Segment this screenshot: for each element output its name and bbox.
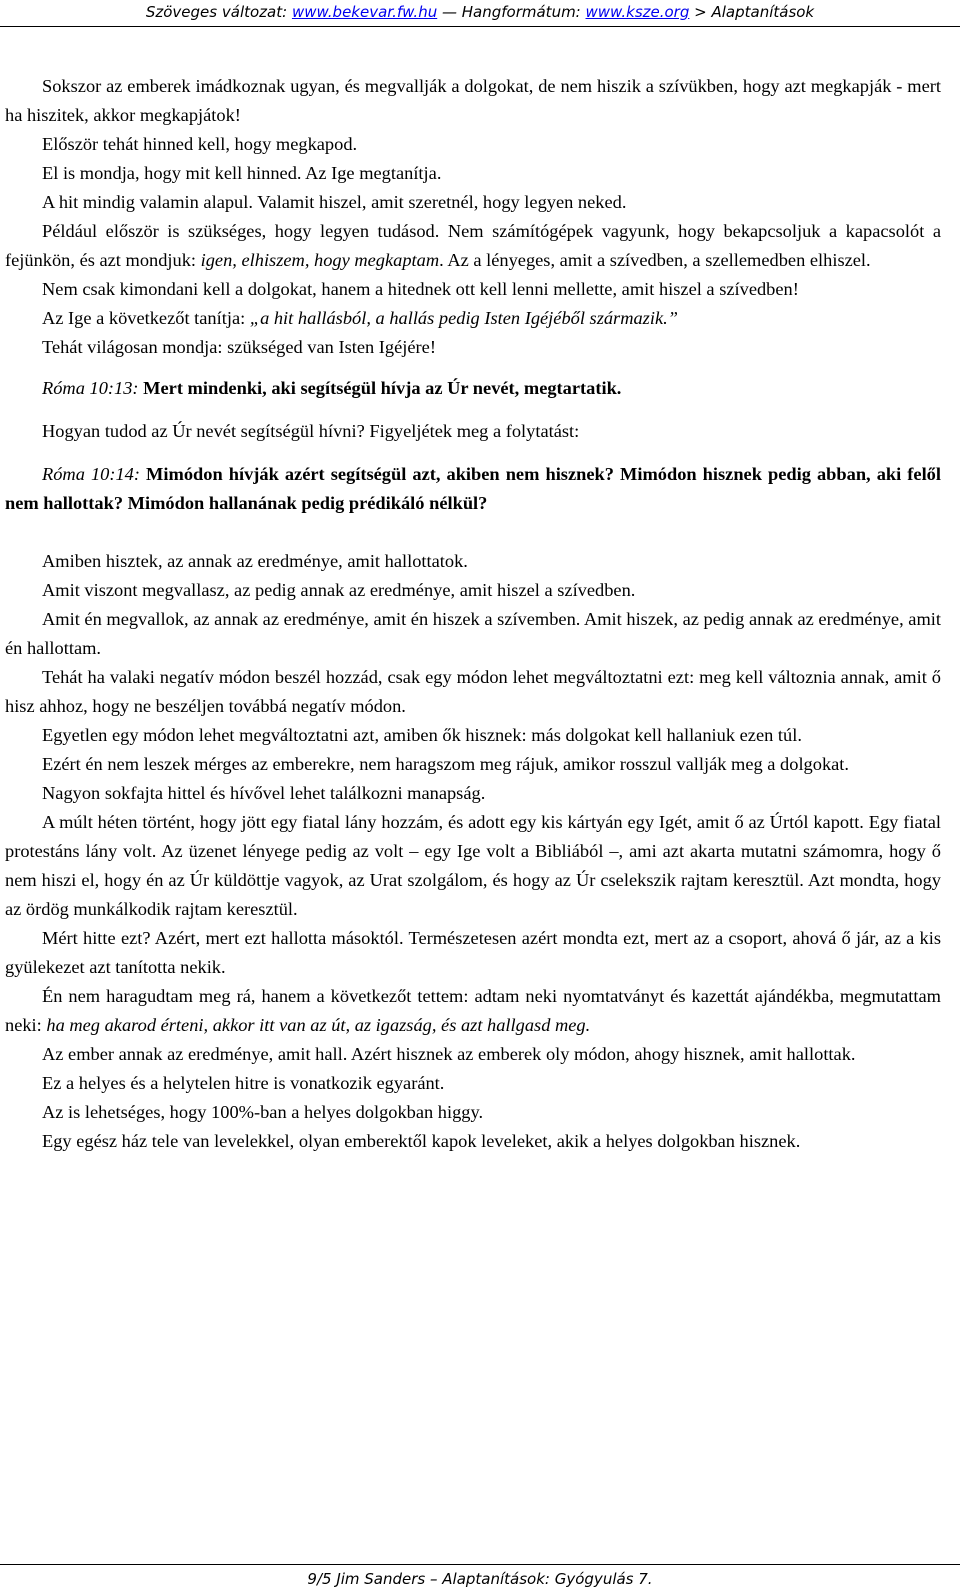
- italic-text: ha meg akarod érteni, akkor itt van az út, az igazság, és azt hallgasd meg.: [46, 1015, 591, 1035]
- header-prefix: Szöveges változat:: [145, 3, 292, 21]
- text: . Az a lényeges, amit a szívedben, a szellemedben elhiszel.: [439, 250, 871, 270]
- paragraph: Az ember annak az eredménye, amit hall. Azért hisznek az emberek oly módon, ahogy hisznek, amit hallottak.: [42, 1044, 856, 1064]
- paragraph: El is mondja, hogy mit kell hinned. Az Ige megtanítja.: [42, 163, 442, 183]
- paragraph: Amit én megvallok, az annak az eredménye, amit én hiszek a szívemben. Amit hiszek, az pedig annak az eredménye, amit én hallottam.: [5, 609, 941, 658]
- paragraph: Tehát ha valaki negatív módon beszél hozzád, csak egy módon lehet megváltoztatni ezt: meg kell változnia annak, amit ő hisz ahhoz, hogy ne beszéljen továbbá negatív módon.: [5, 667, 941, 716]
- paragraph: Sokszor az emberek imádkoznak ugyan, és megvallják a dolgokat, de nem hiszik a szívükben, hogy azt megkapják - mert ha hiszitek, akkor megkapjátok!: [5, 76, 941, 125]
- paragraph: Nem csak kimondani kell a dolgokat, hanem a hitednek ott kell lenni mellette, amit hiszel a szívedben!: [42, 279, 799, 299]
- paragraph: Egy egész ház tele van levelekkel, olyan emberektől kapok leveleket, akik a helyes dolgokban hisznek.: [42, 1131, 801, 1151]
- verse-text: Mimódon hívják azért segítségül azt, akiben nem hisznek? Mimódon hisznek pedig abban, aki felől nem hallottak? Mimódon hallanának pedig prédikáló nélkül?: [5, 464, 941, 513]
- paragraph: Nagyon sokfajta hittel és hívővel lehet találkozni manapság.: [42, 783, 486, 803]
- verse-text: Mert mindenki, aki segítségül hívja az Úr nevét, megtartatik.: [138, 378, 622, 398]
- bible-verse: [5, 460, 941, 518]
- paragraph: Az is lehetséges, hogy 100%-ban a helyes dolgokban higgy.: [42, 1102, 484, 1122]
- text: Én nem haragudtam meg rá, hanem a következőt tettem: adtam neki nyomtatványt és kazettát ajándékba, megmutattam neki:: [5, 986, 941, 1035]
- header-suffix: > Alaptanítások: [689, 3, 815, 21]
- page-footer: 9/5 Jim Sanders – Alaptanítások: Gyógyulás 7.: [0, 1564, 960, 1594]
- italic-text: igen, elhiszem, hogy megkaptam: [200, 250, 440, 270]
- italic-quote: „a hit hallásból, a hallás pedig Isten Igéjéből származik.”: [249, 308, 678, 328]
- paragraph: Amit viszont megvallasz, az pedig annak az eredménye, amit hiszel a szívedben.: [42, 580, 636, 600]
- bekevar-link[interactable]: www.bekevar.fw.hu: [291, 3, 438, 21]
- paragraph: Hogyan tudod az Úr nevét segítségül hívni? Figyeljétek meg a folytatást:: [42, 421, 580, 441]
- paragraph: Mért hitte ezt? Azért, mert ezt hallotta másoktól. Természetesen azért mondta ezt, mert az a csoport, ahová ő jár, az a kis gyülekezet azt tanította nekik.: [5, 928, 941, 977]
- verse-reference: Róma 10:13:: [42, 378, 139, 398]
- paragraph: [5, 304, 941, 333]
- paragraph: [5, 982, 941, 1040]
- paragraph: Egyetlen egy módon lehet megváltoztatni azt, amiben ők hisznek: más dolgokat kell hallaniuk ezen túl.: [42, 725, 802, 745]
- paragraph: A hit mindig valamin alapul. Valamit hiszel, amit szeretnél, hogy legyen neked.: [42, 192, 627, 212]
- ksze-link[interactable]: www.ksze.org: [585, 3, 690, 21]
- paragraph: [5, 217, 941, 275]
- verse-reference: Róma 10:14:: [42, 464, 140, 484]
- bible-verse: [5, 374, 941, 403]
- paragraph: A múlt héten történt, hogy jött egy fiatal lány hozzám, és adott egy kis kártyán egy Igét, amit ő az Úrtól kapott. Egy fiatal protestáns lány volt. Az üzenet lényege pedig az volt – egy Ige volt a Bibliából –, ami azt akarta mutatni számomra, hogy ő nem hiszi el, hogy én az Úr küldöttje vagyok, az Urat szolgálom, és hogy az Úr cselekszik rajtam keresztül. Azt mondta, hogy az ördög munkálkodik rajtam keresztül.: [5, 812, 941, 919]
- header-middle: — Hangformátum:: [437, 3, 586, 21]
- paragraph: Amiben hisztek, az annak az eredménye, amit hallottatok.: [42, 551, 468, 571]
- paragraph: Tehát világosan mondja: szükséged van Isten Igéjére!: [42, 337, 436, 357]
- text: Az Ige a következőt tanítja:: [42, 308, 250, 328]
- paragraph: Ez a helyes és a helytelen hitre is vonatkozik egyaránt.: [42, 1073, 445, 1093]
- text: Például először is szükséges, hogy legyen tudásod. Nem számítógépek vagyunk, hogy bekapcsoljuk a kapacsolót a fejünkön, és azt mondjuk:: [5, 221, 941, 270]
- document-body: [5, 72, 941, 1156]
- page-header: [0, 0, 960, 27]
- paragraph: Ezért én nem leszek mérges az emberekre, nem haragszom meg rájuk, amikor rosszul vallják meg a dolgokat.: [42, 754, 850, 774]
- paragraph: Először tehát hinned kell, hogy megkapod.: [42, 134, 358, 154]
